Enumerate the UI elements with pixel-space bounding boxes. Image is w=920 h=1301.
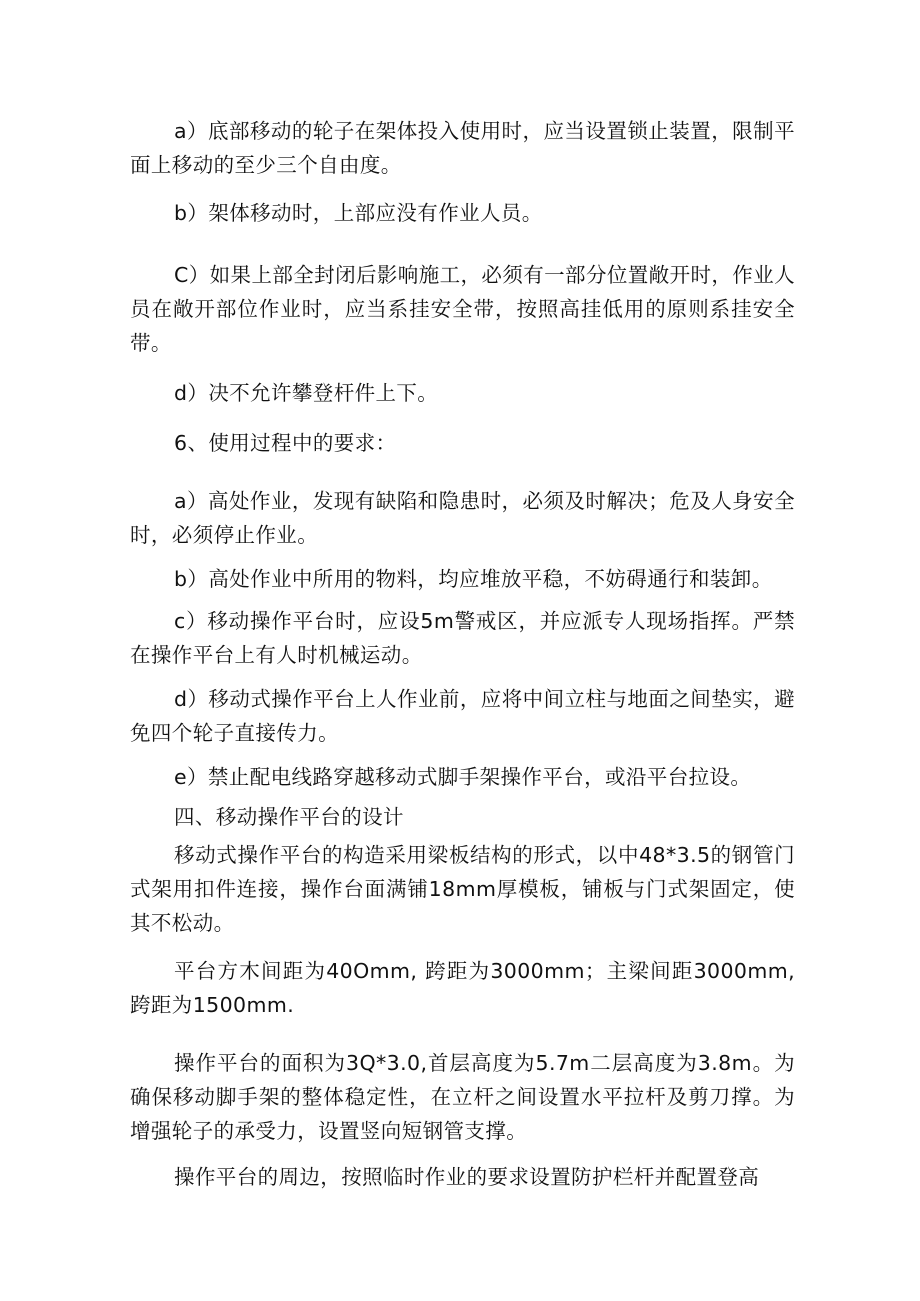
paragraph-area-height: 操作平台的面积为3Q*3.0,首层高度为5.7m二层高度为3.8m。为确保移动脚手架的整体稳定性，在立杆之间设置水平拉杆及剪刀撑。为增强轮子的承受力，设置竖向短钢管支撑。 bbox=[130, 1051, 795, 1143]
paragraph-hazards: a）高处作业，发现有缺陷和隐患时，必须及时解决；危及人身安全时，必须停止作业。 bbox=[130, 489, 795, 547]
paragraph-guardrail: 操作平台的周边，按照临时作业的要求设置防护栏杆并配置登高 bbox=[174, 1165, 760, 1189]
paragraph-no-personnel: b）架体移动时，上部应没有作业人员。 bbox=[174, 201, 543, 225]
section-heading-usage-requirements: 6、使用过程中的要求： bbox=[174, 431, 397, 455]
paragraph-spacing: 平台方木间距为40Omm, 跨距为3000mm；主梁间距3000mm,跨距为1500mm. bbox=[130, 959, 795, 1017]
paragraph-power-lines: e）禁止配电线路穿越移动式脚手架操作平台，或沿平台拉设。 bbox=[174, 765, 752, 789]
paragraph-safety-belt: C）如果上部全封闭后影响施工，必须有一部分位置敞开时，作业人员在敞开部位作业时，应当系挂安全带，按照高挂低用的原则系挂安全带。 bbox=[130, 263, 795, 355]
paragraph-materials: b）高处作业中所用的物料，均应堆放平稳，不妨碍通行和装卸。 bbox=[174, 567, 773, 591]
paragraph-wheel-lock: a）底部移动的轮子在架体投入使用时，应当设置锁止装置，限制平面上移动的至少三个自由度。 bbox=[130, 119, 795, 177]
paragraph-column-padding: d）移动式操作平台上人作业前，应将中间立柱与地面之间垫实，避免四个轮子直接传力。 bbox=[130, 687, 795, 745]
paragraph-structure: 移动式操作平台的构造采用梁板结构的形式，以中48*3.5的钢管门式架用扣件连接，操作台面满铺18mm厚模板，铺板与门式架固定，使其不松动。 bbox=[130, 843, 795, 935]
paragraph-no-climbing: d）决不允许攀登杆件上下。 bbox=[174, 381, 439, 405]
section-heading-platform-design: 四、移动操作平台的设计 bbox=[174, 805, 404, 829]
paragraph-warning-zone: c）移动操作平台时，应设5m警戒区，并应派专人现场指挥。严禁在操作平台上有人时机械运动。 bbox=[130, 609, 795, 667]
